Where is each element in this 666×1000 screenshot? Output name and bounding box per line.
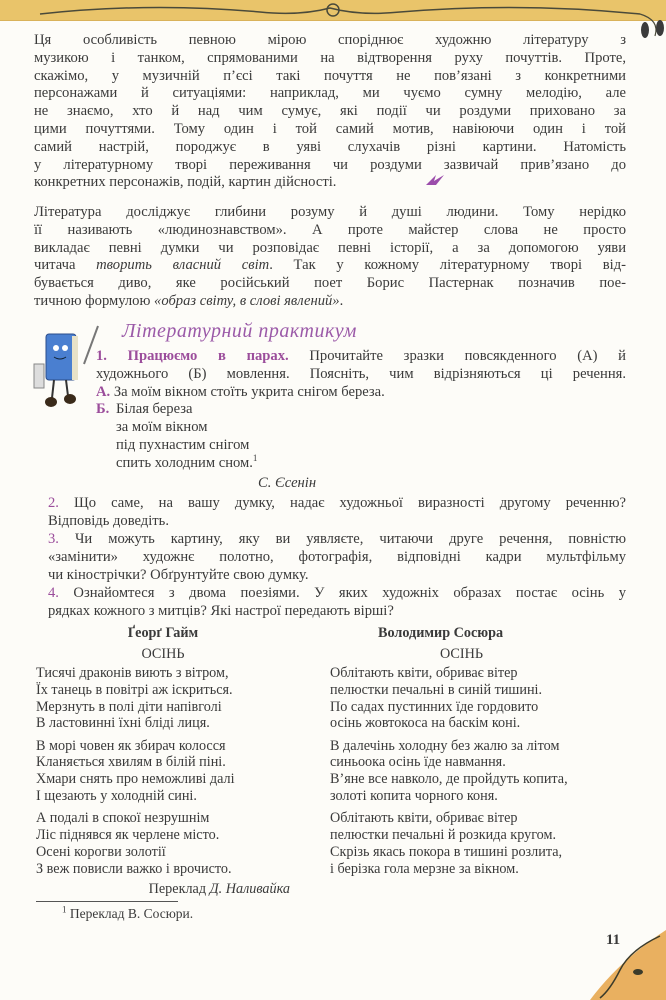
text-line: Ліс піднявся як черлене місто.: [36, 827, 220, 844]
poem-right: [330, 623, 640, 878]
text-line: конкретних персонажів, подій, картин дійсності.: [34, 174, 337, 191]
text-segment: 1. Працюємо в парах.: [96, 348, 289, 364]
translation-label: Переклад: [148, 880, 207, 897]
text-line: Осені корогви золотії: [36, 843, 166, 860]
text-segment: Ознайомтеся з двома поезіями. У яких художніх образах постає осінь у: [58, 585, 626, 601]
text-line: [34, 240, 626, 258]
text-segment: Прочитайте зразки повсякденного (А) й: [288, 348, 626, 364]
text-segment: За моїм вікном стоїть укрита снігом береза.: [110, 383, 385, 400]
poem-left: [36, 623, 290, 898]
text-segment: А.: [96, 383, 111, 400]
text-segment: Що саме, на вашу думку, надає художньої виразності другому реченню?: [58, 495, 626, 511]
translator-name: Д. Наливайка: [209, 880, 290, 897]
text-segment: творить власний світ: [96, 257, 270, 274]
text-line: Ця особливість певною мірою споріднює художню літературу з: [34, 32, 626, 48]
text-line: [34, 293, 626, 311]
text-segment: «замінити» художнє полотно, фотографія, відповідні кадри мультфільму: [48, 548, 626, 565]
footnote-mark: 1: [252, 452, 258, 463]
text-line: [48, 531, 626, 549]
text-segment: викладає певні думки чи розповідає певні історії, а за допомогою уяви: [34, 239, 626, 256]
text-line: музикою і танком, спрямованими на відтворення руху почуттів. Проте,: [34, 49, 626, 66]
attribution: С. Єсенін: [258, 475, 317, 491]
text-line: за моїм вікном: [116, 419, 208, 436]
text-line: не знаємо, хто й над чим сумує, які події чи роздуми приховано за: [34, 103, 626, 120]
text-line: під пухнастим снігом: [116, 436, 250, 453]
text-line: Тисячі драконів виють з вітром,: [36, 665, 229, 681]
task-4: [48, 585, 626, 621]
text-segment: 3.: [48, 531, 59, 547]
paragraph-1: [34, 32, 626, 192]
text-line: скажімо, у музичній п’єсі такі почуття не пов’язані з конкретними: [34, 67, 626, 84]
text-line: Їх танець в повітрі аж іскриться.: [36, 681, 233, 698]
text-segment: Література досліджує глибини розуму й душі людини. Тому нерідко: [34, 204, 626, 220]
poem-author: Ґеорґ Гайм: [127, 625, 199, 641]
poem-title: ОСІНЬ: [141, 646, 185, 662]
text-line: [34, 257, 626, 275]
text-line: [96, 366, 626, 384]
text-segment: «образ світу, в слові явлений»: [154, 292, 340, 309]
text-line: А подалі в спокої незрушнім: [36, 810, 210, 827]
text-line: З веж повисли важко і врочисто.: [36, 860, 232, 877]
text-line: По садах пустинних їде гордовито: [330, 698, 539, 715]
text-line: у літературному творі переживання чи роздуми зазвичай прив’язано до: [34, 156, 626, 173]
text-line: І щезають у холодній сині.: [36, 788, 197, 805]
text-line: і берізка гола мерзне за вікном.: [330, 860, 519, 877]
footnote-text: Переклад В. Сосюри.: [69, 906, 194, 921]
footnote-mark: 1: [62, 904, 67, 915]
text-line: цими почуттями. Тому один і той самий мотив, навіюючи один і той: [34, 120, 626, 137]
text-line: осінь жовтокоса на баскім коні.: [330, 715, 521, 732]
text-line: пелюстки печальні в синій тишині.: [330, 681, 543, 698]
end-marker-icon: [424, 173, 446, 187]
text-line: пелюстки печальні й розкида кругом.: [330, 827, 557, 844]
page-number: 11: [606, 932, 621, 948]
text-segment: художнього (Б) мовлення. Поясніть, чим відрізняються ці речення.: [96, 365, 626, 382]
text-line: самий настрій, породжує в уяві слухачів різні картини. Натомість: [34, 138, 626, 155]
text-line: персонажами й ситуаціями: наприклад, ми чуємо сумну мелодію, але: [34, 85, 626, 102]
text-line: [48, 495, 626, 513]
text-segment: тичною формулою: [34, 292, 155, 309]
section-heading: Літературний практикум: [122, 320, 357, 342]
text-line: Облітають квіти, обриває вітер: [330, 665, 518, 681]
text-line: В далечінь холодну без жалю за літом: [330, 737, 560, 754]
text-line: [96, 348, 626, 366]
text-segment: 2.: [48, 495, 59, 511]
text-segment: рядках кожного з митців? Які настрої передають вірші?: [48, 602, 394, 619]
corner-ornament-icon: [560, 930, 666, 1000]
text-line: В морі човен як збирач колосся: [36, 737, 226, 754]
text-line: [34, 204, 626, 222]
translation-credit: [36, 880, 290, 898]
text-segment: читача: [34, 257, 97, 274]
sentence-b-label: Б.: [96, 401, 110, 418]
text-segment: . Так у кожному літературному творі від-: [269, 257, 626, 274]
text-segment: Відповідь доведіть.: [48, 512, 169, 529]
text-line: [48, 585, 626, 603]
text-line: Кланяється хвилям в білій піні.: [36, 754, 226, 771]
text-segment: 4.: [48, 585, 59, 601]
text-segment: чи кінострічки? Обґрунтуйте свою думку.: [48, 566, 309, 583]
text-line: [48, 567, 626, 585]
text-line: [48, 513, 626, 531]
text-line: [96, 384, 626, 402]
text-line: Скрізь якась покора в тишині розлита,: [330, 843, 563, 860]
task-1: [96, 348, 626, 384]
text-segment: бувається диво, яке російський поет Борис Пастернак позначив пое-: [34, 275, 626, 292]
text-segment: .: [339, 292, 344, 309]
text-segment: її називають «людинознавством». А проте майстер слова не просто: [34, 221, 626, 238]
text-line: [34, 275, 626, 293]
text-line: золоті копита чорного коня.: [330, 788, 498, 805]
footnote-divider: [36, 901, 178, 902]
text-line: Білая береза: [116, 401, 193, 418]
task-2: [48, 495, 626, 531]
text-segment: Чи можуть картину, яку ви уявляєте, читаючи друге речення, повністю: [58, 531, 626, 547]
task-3: [48, 531, 626, 584]
paragraph-2: [34, 204, 626, 311]
text-line: спить холодним сном.$^1$: [116, 452, 258, 471]
footnote: [62, 906, 193, 922]
text-line: Облітають квіти, обриває вітер: [330, 810, 518, 827]
text-line: синьоока осінь їде навмання.: [330, 754, 506, 771]
text-line: [34, 222, 626, 240]
poem-title: ОСІНЬ: [440, 646, 483, 662]
text-line: [48, 603, 626, 621]
text-line: Хмари снять про неможливі далі: [36, 771, 235, 788]
text-line: В’яне все навколо, де пройдуть копита,: [330, 771, 568, 788]
poem-author: Володимир Сосюра: [378, 625, 504, 641]
sentence-a: [96, 384, 626, 402]
text-line: [48, 549, 626, 567]
text-line: В ластовинні їхні бліді лиця.: [36, 715, 210, 732]
text-line: Мерзнуть в полі діти напівголі: [36, 698, 222, 715]
